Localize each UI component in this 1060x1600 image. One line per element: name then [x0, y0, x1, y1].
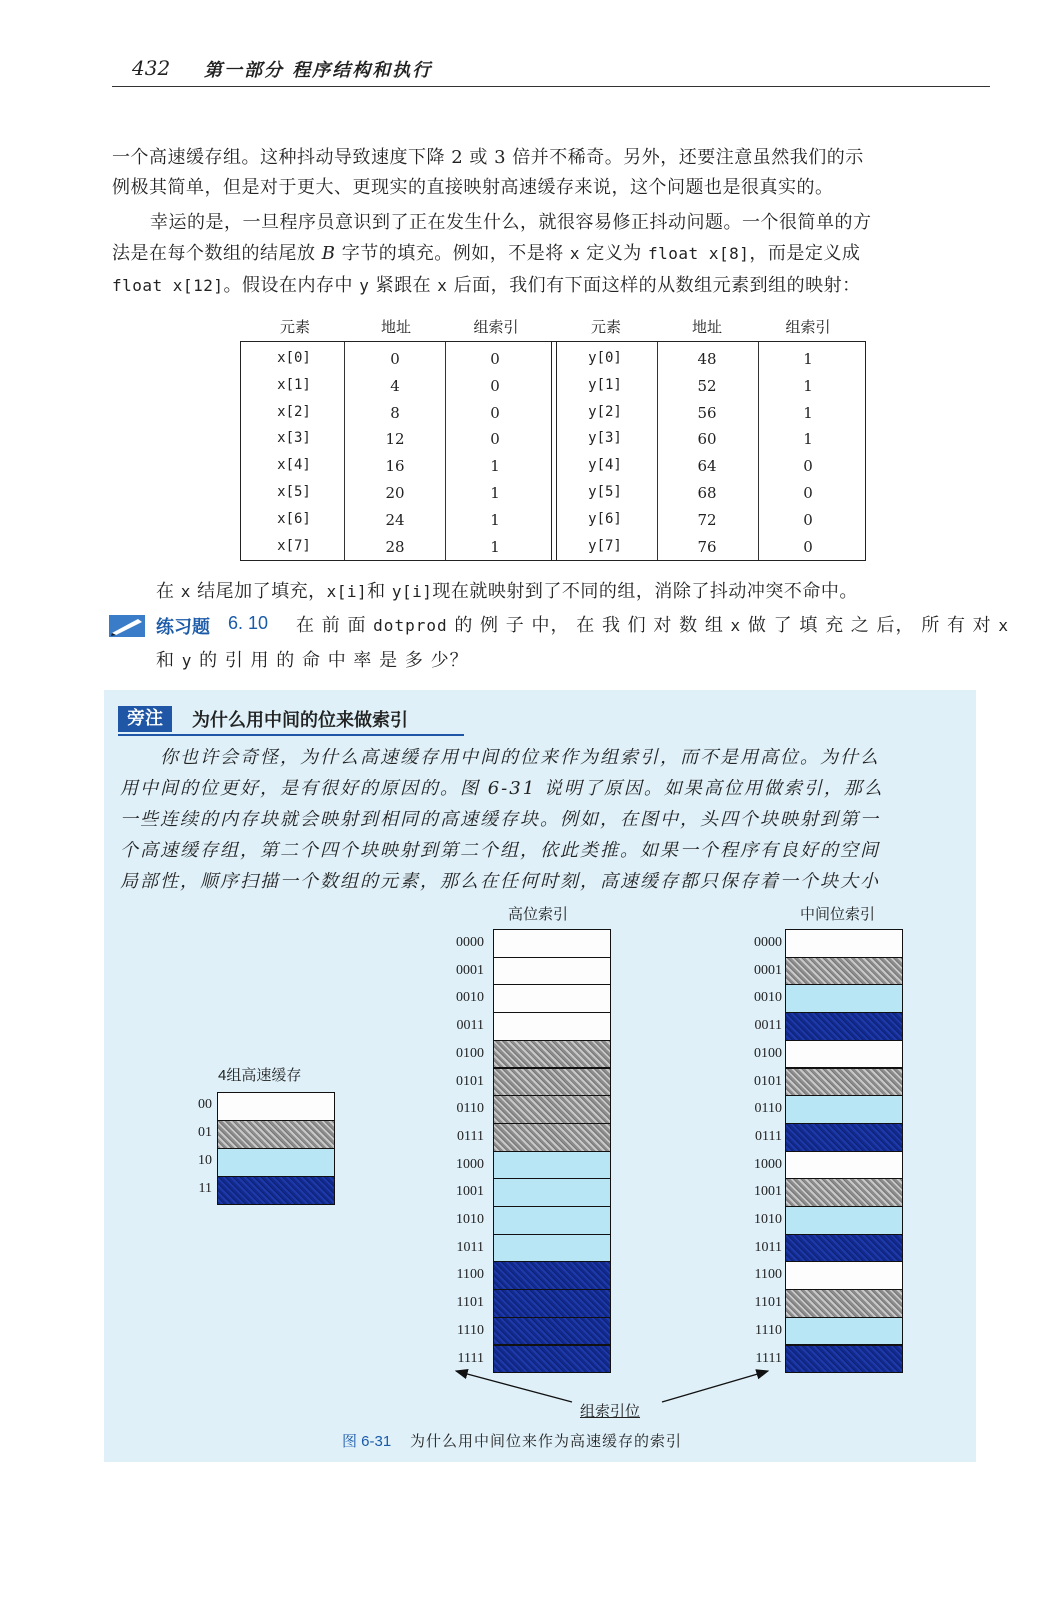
text: 的 例 子 中， 在 我 们 对 数 组 [447, 615, 731, 636]
table-cell: 1 [490, 457, 500, 476]
memory-address-label: 0000 [456, 935, 484, 950]
table-cell: y[3] [588, 430, 622, 447]
memory-address-label: 0100 [754, 1045, 782, 1061]
text: 做 了 填 充 之 后， 所 有 对 [741, 615, 999, 636]
paragraph-1-line-1: 一个高速缓存组。这种抖动导致速度下降 2 或 3 倍并不稀奇。另外，还要注意虽然我们的示 [112, 147, 864, 168]
table-cell: 1 [803, 350, 813, 368]
col-header: 地址 [380, 319, 411, 336]
index-bits-label: 组索引位 [580, 1403, 641, 1420]
table-cell: 1 [803, 376, 813, 395]
text: 现在就映射到了不同的组，消除了抖动冲突不命中。 [432, 581, 858, 602]
memory-address-label: 0110 [754, 1101, 782, 1117]
table-cell: 0 [803, 484, 813, 502]
text: 和 [367, 581, 392, 602]
table-cell: 12 [385, 430, 405, 449]
table-cell: 1 [490, 510, 500, 529]
text: 的 引 用 的 命 中 率 是 多 少？ [192, 650, 469, 671]
code-y: y [181, 651, 193, 670]
text: 字节的填充。例如，不是将 [335, 243, 570, 264]
table-cell: 16 [385, 457, 405, 476]
table-cell: y[2] [588, 403, 622, 420]
memory-address-label: 0010 [754, 990, 782, 1006]
aside-line: 你也许会奇怪，为什么高速缓存用中间的位来作为组索引，而不是用高位。为什么 [160, 747, 880, 768]
memory-address-label: 0011 [456, 1018, 484, 1034]
col-header: 元素 [279, 319, 310, 336]
table-cell: 4 [390, 376, 400, 395]
text: 在 前 面 [296, 615, 374, 636]
code-xi: x[i] [326, 582, 368, 601]
code-dotprod: dotprod [373, 616, 448, 635]
memory-address-label: 0111 [755, 1128, 782, 1144]
memory-address-label: 0100 [456, 1045, 484, 1061]
table-cell: 20 [385, 484, 405, 502]
high-index-label: 高位索引 [508, 906, 569, 923]
text: 紧跟在 [369, 275, 438, 296]
table-cell: 64 [697, 457, 717, 476]
table-cell: 52 [697, 376, 717, 395]
code-x: x [437, 276, 448, 295]
code-x: x [569, 244, 581, 263]
table-cell: 0 [390, 350, 400, 368]
table-cell: y[7] [588, 537, 622, 554]
table-cell: x[0] [277, 350, 311, 366]
text: 定义为 [580, 243, 649, 264]
exercise-title: 练习题 [156, 617, 210, 637]
memory-address-label: 0000 [754, 935, 782, 950]
col-header: 地址 [691, 319, 722, 336]
aside-title: 为什么用中间的位来做索引 [192, 710, 408, 730]
table-cell: y[5] [588, 484, 622, 500]
code-x: x [998, 616, 1010, 635]
memory-address-label: 0011 [754, 1018, 782, 1034]
cache-set-label: 01 [198, 1125, 212, 1140]
table-cell: 24 [385, 510, 405, 529]
memory-address-label: 1001 [754, 1184, 782, 1200]
table-cell: 0 [490, 403, 500, 422]
aside-line: 一些连续的内存块就会映射到相同的高速缓存块。例如，在图中，头四个块映射到第一 [120, 809, 880, 830]
code-y: y [359, 276, 370, 295]
cache-set-label: 00 [198, 1097, 212, 1112]
memory-address-label: 1011 [754, 1239, 782, 1255]
table-cell: x[2] [277, 403, 311, 420]
text: 在 [156, 581, 181, 602]
table-cell: 56 [697, 403, 717, 422]
middle-index-label: 中间位索引 [800, 906, 876, 923]
memory-address-label: 0110 [456, 1101, 484, 1117]
memory-address-label: 0001 [754, 962, 782, 978]
memory-address-label: 1100 [456, 1267, 484, 1283]
page-number: 432 [132, 56, 171, 80]
chapter-title: 第一部分 程序结构和执行 [204, 60, 433, 81]
memory-address-label: 1011 [456, 1239, 484, 1255]
cache-label: 4组高速缓存 [218, 1067, 302, 1084]
table-cell: 1 [490, 484, 500, 502]
table-cell: 1 [803, 403, 813, 422]
memory-address-label: 0001 [456, 962, 484, 978]
memory-address-label: 1001 [456, 1184, 484, 1200]
code-float-x12: float x[12] [112, 276, 224, 295]
text: 结尾加了填充， [190, 581, 327, 602]
table-cell: 1 [490, 537, 500, 556]
cache-set-label: 11 [198, 1181, 212, 1196]
table-cell: x[5] [277, 484, 311, 500]
memory-address-label: 1101 [456, 1295, 484, 1311]
table-cell: y[6] [588, 510, 622, 527]
table-cell: 68 [697, 484, 717, 502]
table-cell: 72 [697, 510, 717, 529]
table-cell: 76 [697, 537, 717, 556]
figure-caption-text: 为什么用中间位来作为高速缓存的索引 [409, 1432, 682, 1450]
code-yi: y[i] [391, 582, 433, 601]
text: 法是在每个数组的结尾放 [112, 243, 322, 264]
memory-address-label: 1101 [754, 1295, 782, 1311]
memory-address-label: 1000 [754, 1156, 782, 1172]
text: 。假设在内存中 [223, 275, 360, 296]
aside-line: 用中间的位更好，是有很好的原因的。图 6-31 说明了原因。如果高位用做索引，那么 [120, 778, 884, 799]
table-cell: x[3] [277, 430, 311, 447]
var-b: B [321, 243, 336, 264]
exercise-number: 6. 10 [228, 613, 269, 633]
table-cell: y[1] [588, 376, 622, 393]
table-cell: 0 [490, 376, 500, 395]
memory-address-label: 1010 [456, 1212, 484, 1227]
memory-address-label: 1110 [755, 1322, 782, 1338]
table-cell: 60 [697, 430, 717, 449]
table-cell: 0 [490, 430, 500, 449]
table-cell: 1 [803, 430, 813, 449]
code-float-x8: float x[8] [648, 244, 750, 263]
cache-set-label: 10 [198, 1153, 212, 1168]
table-cell: 0 [803, 457, 813, 476]
memory-address-label: 1110 [457, 1322, 484, 1338]
memory-address-label: 0101 [456, 1073, 484, 1089]
table-cell: y[0] [588, 350, 622, 366]
memory-address-label: 1000 [456, 1156, 484, 1172]
memory-address-label: 0101 [754, 1073, 782, 1089]
table-cell: x[7] [277, 537, 311, 554]
memory-address-label: 1100 [754, 1267, 782, 1283]
text: 和 [156, 650, 182, 671]
text: ，而是定义成 [749, 243, 861, 264]
memory-address-label: 1111 [755, 1350, 782, 1366]
memory-address-label: 0111 [457, 1128, 484, 1144]
aside-line: 局部性，顺序扫描一个数组的元素，那么在任何时刻，高速缓存都只保存着一个块大小 [120, 871, 880, 892]
aside-line: 个高速缓存组，第二个四个块映射到第二个组，依此类推。如果一个程序有良好的空间 [120, 840, 880, 861]
code-x: x [730, 616, 742, 635]
paragraph-2-line-1: 幸运的是，一旦程序员意识到了正在发生什么，就很容易修正抖动问题。一个很简单的方 [150, 212, 872, 233]
aside-tag: 旁注 [118, 706, 172, 732]
col-header: 组索引 [473, 319, 519, 336]
table-cell: x[6] [277, 510, 311, 527]
memory-address-label: 1010 [754, 1212, 782, 1227]
table-cell: 0 [490, 350, 500, 368]
paragraph-1-line-2: 例极其简单，但是对于更大、更现实的直接映射高速缓存来说，这个问题也是很真实的。 [112, 177, 834, 198]
table-cell: 0 [803, 510, 813, 529]
table-cell: 0 [803, 537, 813, 556]
memory-address-label: 1111 [457, 1350, 484, 1366]
table-cell: y[4] [588, 457, 622, 474]
table-cell: 8 [390, 403, 400, 422]
table-cell: 28 [385, 537, 405, 556]
code-x: x [180, 582, 191, 601]
figure-number: 图 6-31 [342, 1433, 392, 1450]
memory-address-label: 0010 [456, 990, 484, 1006]
col-header: 元素 [590, 319, 621, 336]
figure-caption [342, 1430, 682, 1451]
table-cell: 48 [697, 350, 717, 368]
col-header: 组索引 [785, 319, 831, 336]
table-cell: x[4] [277, 457, 311, 474]
table-cell: x[1] [277, 376, 311, 393]
text: 后面，我们有下面这样的从数组元素到组的映射： [447, 275, 861, 296]
